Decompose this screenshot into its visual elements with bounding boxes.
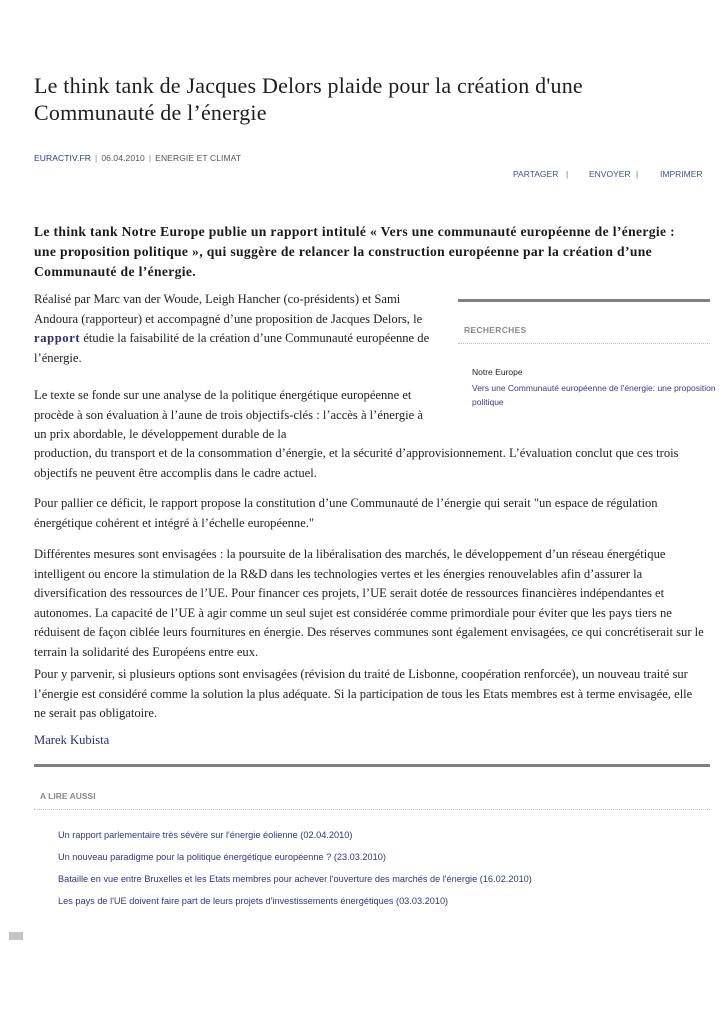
page-marker-icon <box>9 932 23 940</box>
related-top-rule <box>34 764 710 767</box>
article-title <box>34 72 654 126</box>
category-link[interactable]: ENERGIE ET CLIMAT <box>155 153 242 163</box>
source-link[interactable]: EURACTIV.FR <box>34 153 91 163</box>
related-dotted-divider <box>34 809 710 810</box>
paragraph-text: étudie la faisabilité de la création d’une Communauté européenne de l’énergie. <box>34 331 430 365</box>
sidebar-item-link[interactable]: Vers une Communauté européenne de l'énergie: une proposition politique <box>472 383 716 407</box>
related-item[interactable]: Bataille en vue entre Bruxelles et les Etats membres pour achever l'ouverture des marchés de l'énergie (16.02.2010) <box>58 874 532 884</box>
sidebar-item-heading: Notre Europe <box>472 367 523 377</box>
action-divider: | <box>566 169 569 179</box>
article-paragraph-1 <box>34 290 442 368</box>
share-button[interactable]: PARTAGER <box>513 169 559 179</box>
article-paragraph-2-wide: production, du transport et de la consommation d’énergie, et la sécurité d’approvisionnement. L’évaluation conclut que ces trois objectifs ne peuvent être accomplis dans le cadre actuel. <box>34 446 679 480</box>
action-divider: | <box>636 169 639 179</box>
related-item[interactable]: Un rapport parlementaire très sévère sur l'énergie éolienne (02.04.2010) <box>58 830 353 840</box>
paragraph-text: Réalisé par Marc van der Woude, Leigh Hancher (co-présidents) et Sami Andoura (rapporteur) et accompagné d’une proposition de Jacques Delors, le <box>34 292 423 326</box>
publish-date: 06.04.2010 <box>101 153 145 163</box>
meta-separator: | <box>95 153 98 163</box>
article-paragraph-5: Pour y parvenir, si plusieurs options sont envisagées (révision du traité de Lisbonne, coopération renforcée), un nouveau traité sur l’énergie est considéré comme la solution la plus adéquate. Si la participation de tous les Etats membres est à terme envisagée, elle ne serait pas obligatoire. <box>34 667 693 720</box>
article-title-line-1: Le think tank de Jacques Delors plaide pour la création d'une <box>34 73 583 98</box>
article-meta <box>34 153 241 163</box>
article-title-line-2: Communauté de l’énergie <box>34 100 267 125</box>
related-item[interactable]: Un nouveau paradigme pour la politique énergétique européenne ? (23.03.2010) <box>58 852 386 862</box>
author-link[interactable]: Marek Kubista <box>34 733 110 747</box>
sidebar-dotted-divider <box>458 343 710 344</box>
article-paragraph-4: Différentes mesures sont envisagées : la poursuite de la libéralisation des marchés, le développement d’un réseau énergétique intelligent ou encore la stimulation de la R&D dans les technologies vertes et les énergies renouvelables afin d’assurer la diversification des ressources de l’UE. Pour financer ces projets, l’UE serait dotée de ressources financières indépendantes et autonomes. La capacité de l’UE à agir comme un seul sujet est considérée comme primordiale pour éviter que les pays tiers ne réduisent de façon ciblée leurs fournitures en énergie. Des réserves communes sont également envisagées, ce qui concrétiserait sur le terrain la solidarité des Européens entre eux. <box>34 547 704 659</box>
rapport-link[interactable]: rapport <box>34 331 81 345</box>
article-paragraph-3: Pour pallier ce déficit, le rapport propose la constitution d’une Communauté de l’énergie qui serait "un espace de régulation énergétique cohérent et intégré à l’échelle européenne." <box>34 496 658 530</box>
sidebar-top-rule <box>458 299 710 302</box>
article-paragraph-2-narrow: Le texte se fonde sur une analyse de la politique énergétique européenne et procède à son évaluation à l’aune de trois objectifs-clés : l’accès à l’énergie à un prix abordable, le développement durable de la <box>34 388 423 441</box>
meta-separator: | <box>148 153 152 163</box>
print-button[interactable]: IMPRIMER <box>660 169 703 179</box>
article-lead: Le think tank Notre Europe publie un rapport intitulé « Vers une communauté européenne de l’énergie : une proposition politique », qui suggère de relancer la construction européenne par la création d’une Communauté de l’énergie. <box>34 224 676 279</box>
send-button[interactable]: ENVOYER <box>589 169 631 179</box>
related-list <box>58 828 532 916</box>
related-title: A LIRE AUSSI <box>40 791 96 801</box>
sidebar-title: RECHERCHES <box>464 325 527 335</box>
related-item[interactable]: Les pays de l'UE doivent faire part de leurs projets d'investissements énergétiques (03.03.2010) <box>58 896 449 906</box>
